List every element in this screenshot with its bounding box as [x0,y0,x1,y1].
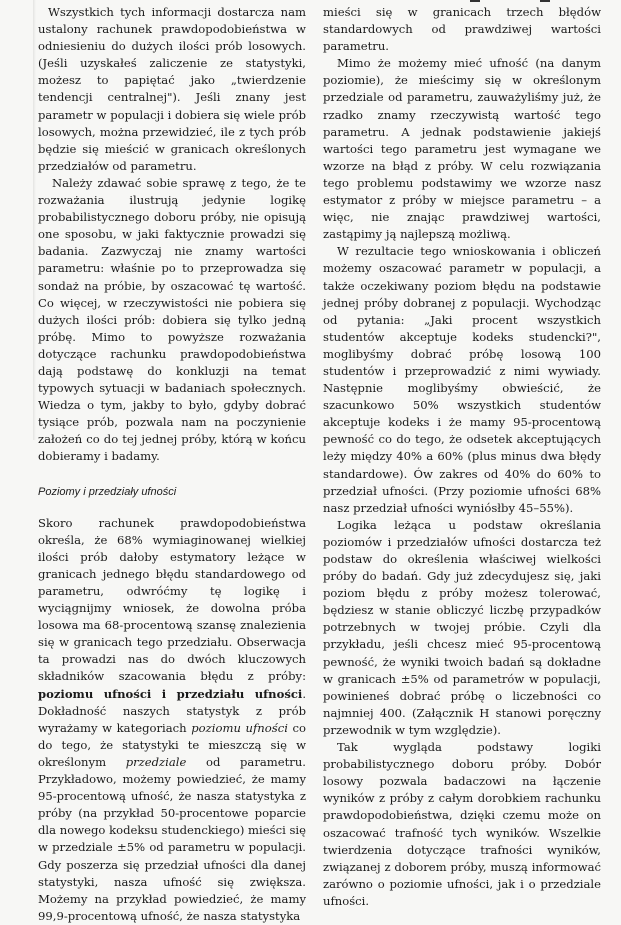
paragraph: Wszystkich tych informacji dostarcza nam ustalony rachunek prawdopodobieństwa w odniesieniu do dużych ilości prób losowych. (Jeśli uzyskałeś zaliczenie ze statystyki, możesz to papiętać jako „twierdzenie tendencji centralnej"). Jeśli znany jest parametr w populacji i dobiera się wiele prób losowych, można przewidzieć, ile z tych prób będzie się mieścić w granicach określonych przedziałów od parametru. [38,5,306,173]
paragraph: Należy zdawać sobie sprawę z tego, że te rozważania ilustrują jedynie logikę probabilistycznego doboru próby, nie opisują one sposobu, w jaki faktycznie prowadzi się badania. Zazwyczaj nie znamy wartości parametru: właśnie po to przeprowadza się sondaż na próbie, by oszacować tę wartość. Co więcej, w rzeczywistości nie pobiera się dużych ilości prób: dobiera się tylko jedną próbę. Mimo to powyższe rozważania dotyczące rachunku prawdopodobieństwa dają podstawę do konkluzji na temat typowych sytuacji w badaniach społecznych. Wiedza o tym, jakby to było, gdyby dobrać tysiące prób, pozwala nam na poczynienie założeń co do tej jednej próby, którą w końcu dobieramy i badamy. [38,175,306,464]
paragraph: Mimo że możemy mieć ufność (na danym poziomie), że mieścimy się w określonym przedziale od parametru, zauważyliśmy już, że rzadko znamy rzeczywistą wartość tego parametru. A jednak podstawienie jakiejś wartości tego parametru jest wymagane we wzorze na błąd z próby. W celu rozwiązania tego problemu podstawimy we wzorze nasz estymator z próby w miejsce parametru – a więc, nie znając prawdziwej wartości, zastąpimy ją najlepszą możliwą. [323,56,601,242]
paragraph: Tak wygląda podstawy logiki probabilistycznego doboru próby. Dobór losowy pozwala badaczowi na łączenie wyników z próby z całym dorobkiem rachunku prawdopodobieństwa, dzięki czemu może on oszacować trafność tych wyników. Wszelkie twierdzenia dotyczące trafności wyników, związanej z doborem próby, muszą informować zarówno o poziomie ufności, jak i o przedziale ufności. [323,740,601,908]
top-mark [470,0,480,2]
top-mark [540,0,550,2]
scan-shadow [33,0,36,440]
paragraph: Logika leżąca u podstaw określania poziomów i przedziałów ufności dostarcza też podstaw do określenia właściwej wielkości próby do badań. Gdy już zdecydujesz się, jaki poziom błędu z próby możesz tolerować, będziesz w stanie obliczyć liczbę przypadków potrzebnych w twojej próbie. Czyli dla przykładu, jeśli chcesz mieć 95-procentową pewność, że wyniki twoich badań są dokładne w granicach ±5% od parametrów w populacji, powinieneś dobrać próbę o liczebności co najmniej 400. (Załącznik H stanowi poręczny przewodnik w tym względzie). [323,517,601,737]
left-column [38,4,306,925]
section-heading: Poziomy i przedziały ufności [38,485,177,498]
right-column [323,4,601,910]
paragraph: Skoro rachunek prawdopodobieństwa określa, że 68% wymiaginowanej wielkiej ilości prób dałoby estymatory leżące w granicach jednego błędu standardowego od parametru, odwróćmy tę logikę i wyciągnijmy wniosek, że dowolna próba losowa ma 68-procentową szansę znalezienia się w granicach tego przedziału. Obserwacja ta prowadzi nas do dwóch kluczowych składników szacowania błędu z próby: poziomu ufności i przedziału ufności. Dokładność naszych statystyk z prób wyrażamy w kategoriach poziomu ufności co do tego, że statystyki te mieszczą się w określonym przedziale od parametru. Przykładowo, możemy powiedzieć, że mamy 95-procentową ufność, że nasza statystyka z próby (na przykład 50-procentowe poparcie dla nowego kodeksu studenckiego) mieści się w przedziale ±5% od parametru w populacji. Gdy poszerza się przedział ufności dla danej statystyki, nasza ufność się zwiększa. Możemy na przykład powiedzieć, że mamy 99,9-procentową ufność, że nasza statystyka [38,515,306,923]
paragraph: W rezultacie tego wnioskowania i obliczeń możemy oszacować parametr w populacji, a także oczekiwany poziom błędu na podstawie jednej próby dobranej z populacji. Wychodząc od pytania: „Jaki procent wszystkich studentów akceptuje kodeks studencki?", moglibyśmy dobrać próbę losową 100 studentów i przeprowadzić z nimi wywiady. Następnie moglibyśmy obwieścić, że szacunkowo 50% wszystkich studentów akceptuje kodeks i że mamy 95-procentową pewność co do tego, że odsetek akceptujących leży między 40% a 60% (plus minus dwa błędy standardowe). Ów zakres od 40% do 60% to przedział ufności. (Przy poziomie ufności 68% nasz przedział ufności wyniósłby 45–55%). [323,244,601,515]
paragraph: mieści się w granicach trzech błędów standardowych od prawdziwej wartości parametru. [323,5,601,54]
